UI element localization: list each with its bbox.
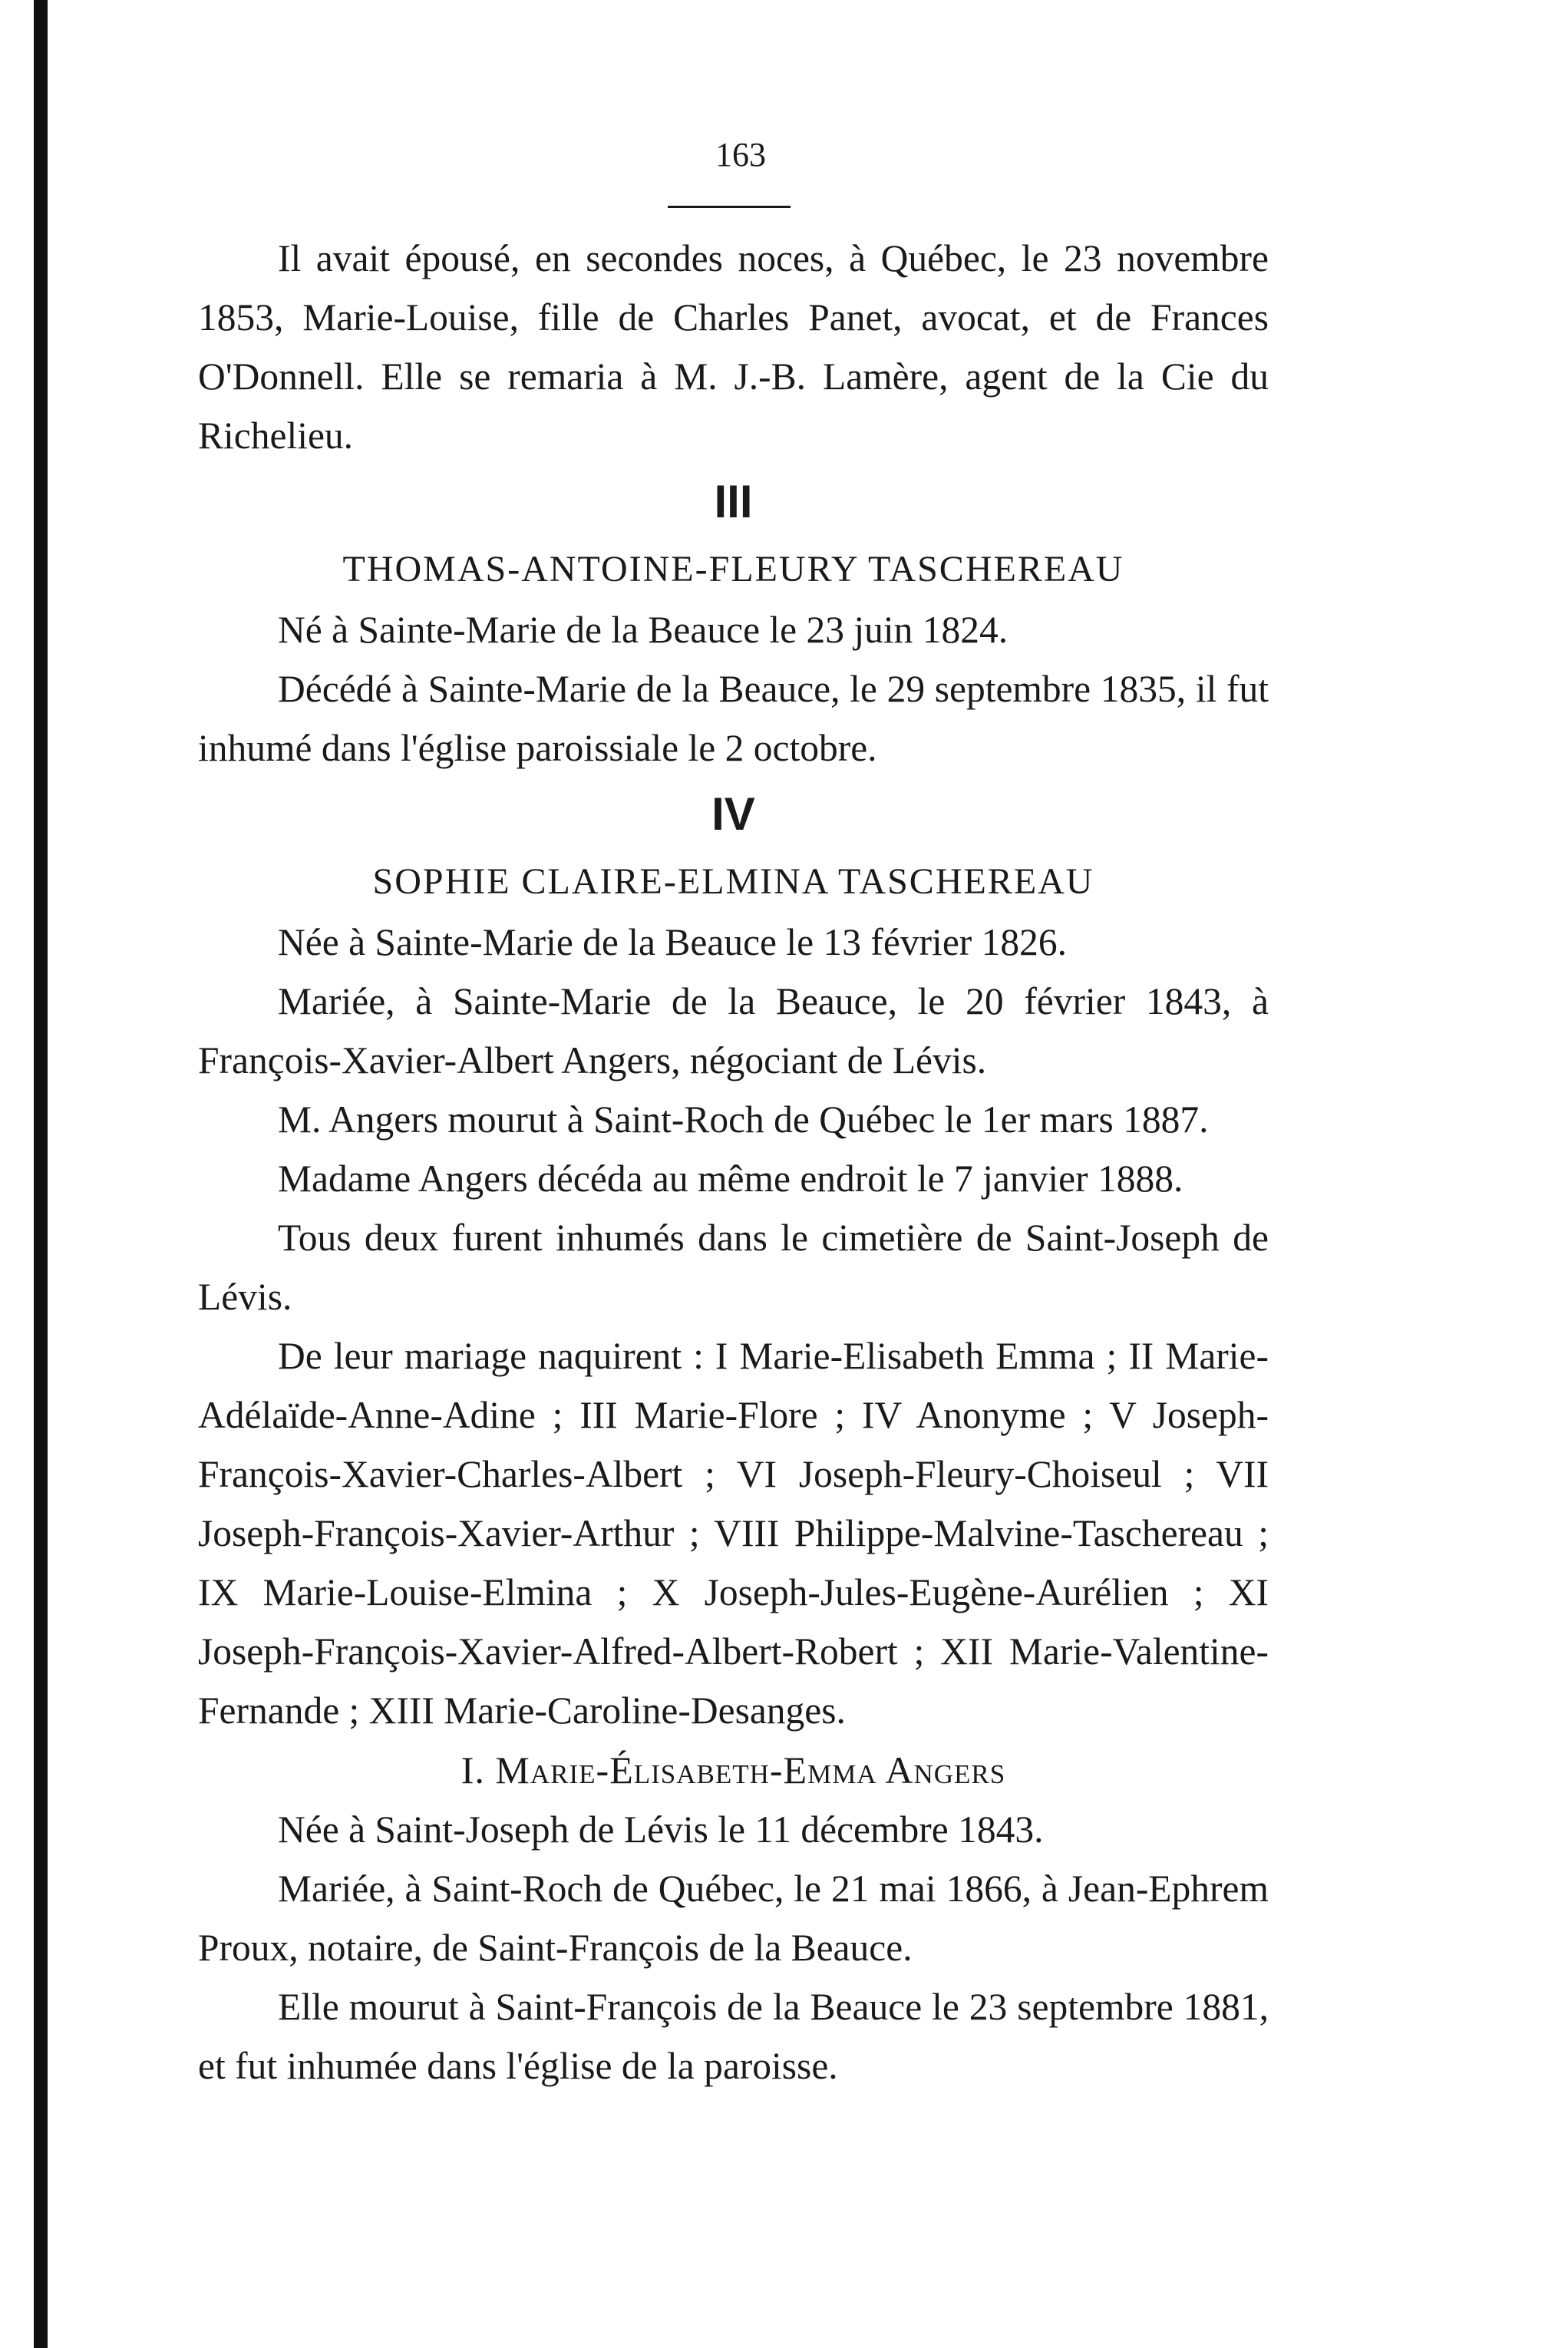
section-heading-sophie: SOPHIE CLAIRE-ELMINA TASCHEREAU — [372, 861, 1094, 902]
paragraph-burial: Tous deux furent inhumés dans le cimetière de Saint-Joseph de Lévis. — [198, 1217, 1269, 1318]
paragraph-birth-thomas: Né à Sainte-Marie de la Beauce le 23 juin 1824. — [278, 609, 1008, 651]
section-numeral-iv: IV — [711, 788, 755, 840]
subsection-heading-marie-elisabeth: I. Marie-Élisabeth-Emma Angers — [460, 1749, 1006, 1792]
page-number: 163 — [715, 136, 766, 173]
section-heading-thomas-antoine: THOMAS-ANTOINE-FLEURY TASCHEREAU — [342, 549, 1124, 589]
paragraph-birth-sophie: Née à Sainte-Marie de la Beauce le 13 février 1826. — [278, 921, 1068, 963]
page-number-rule — [668, 206, 791, 208]
section-numeral-iii: III — [714, 476, 753, 527]
paragraph-death-madame-angers: Madame Angers décéda au même endroit le 7 janvier 1888. — [278, 1157, 1183, 1200]
page-body — [198, 229, 1269, 2095]
paragraph-marriage-marie-elisabeth: Mariée, à Saint-Roch de Québec, le 21 mai 1866, à Jean-Ephrem Proux, notaire, de Saint-François de la Beauce. — [198, 1868, 1269, 1969]
paragraph-children-list: De leur mariage naquirent : I Marie-Elisabeth Emma ; II Marie-Adélaïde-Anne-Adine ; III Marie-Flore ; IV Anonyme ; V Joseph-François-Xavier-Charles-Albert ; VI Joseph-Fleury-Choiseul ; VII Joseph-François-Xavier-Arthur ; VIII Philippe-Malvine-Taschereau ; IX Marie-Louise-Elmina ; X Joseph-Jules-Eugène-Aurélien ; XI Joseph-François-Xavier-Alfred-Albert-Robert ; XII Marie-Valentine-Fernande ; XIII Marie-Caroline-Desanges. — [198, 1335, 1269, 1732]
paragraph-birth-marie-elisabeth: Née à Saint-Joseph de Lévis le 11 décembre 1843. — [278, 1808, 1044, 1851]
paragraph-death-thomas: Décédé à Sainte-Marie de la Beauce, le 29 septembre 1835, il fut inhumé dans l'église paroissiale le 2 octobre. — [198, 668, 1269, 769]
paragraph-death-marie-elisabeth: Elle mourut à Saint-François de la Beauce le 23 septembre 1881, et fut inhumée dans l'église de la paroisse. — [198, 1986, 1269, 2087]
paragraph-marriage-sophie: Mariée, à Sainte-Marie de la Beauce, le 20 février 1843, à François-Xavier-Albert Angers, négociant de Lévis. — [198, 980, 1269, 1082]
paragraph-death-angers: M. Angers mourut à Saint-Roch de Québec le 1er mars 1887. — [278, 1098, 1209, 1141]
paragraph-remarriage: Il avait épousé, en secondes noces, à Québec, le 23 novembre 1853, Marie-Louise, fille de Charles Panet, avocat, et de Frances O'Donnell. Elle se remaria à M. J.-B. Lamère, agent de la Cie du Richelieu. — [198, 237, 1269, 457]
page-binding-edge — [34, 0, 48, 2348]
